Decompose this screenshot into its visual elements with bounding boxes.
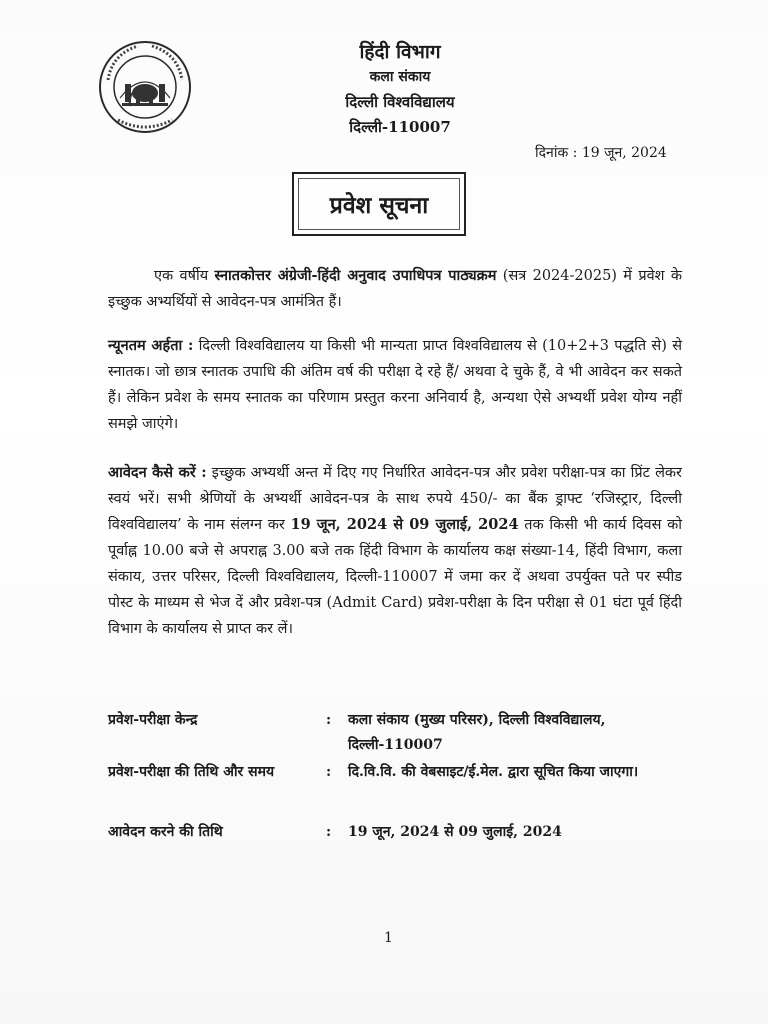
how-to-apply-text1: इच्छुक अभ्यर्थी अन्त में दिए गए निर्धारित आवेदन-पत्र और प्रवेश परीक्षा-पत्र का प्रिंट लेकर स्वयं भरें। सभी श्रेणियों के अभ्यर्थी आवेदन-पत्र के साथ रुपये 450/- का बैंक ड्राफ्ट ‘रजिस्ट्रार, दिल्ली विश्वविद्यालय’ के नाम संलग्न कर xyxy=(108,465,682,533)
eligibility-text: दिल्ली विश्वविद्यालय या किसी भी मान्यता प्राप्त विश्वविद्यालय से (10+2+3 पद्धति से) से स्नातक। जो छात्र स्नातक उपाधि की अंतिम वर्ष की परीक्षा दे रहे हैं/ अथवा दे चुके हैं, वे भी आवेदन कर सकते हैं। लेकिन प्रवेश के समय स्नातक का परिणाम प्रस्तुत करना अनिवार्य है, अन्यथा ऐसे अभ्यर्थी प्रवेश योग्य नहीं समझे जाएंगे। xyxy=(108,338,682,432)
colon: : xyxy=(326,824,332,840)
colon: : xyxy=(326,764,332,780)
notice-date: दिनांक : 19 जून, 2024 xyxy=(535,145,667,161)
exam-centre-label: प्रवेश-परीक्षा केन्द्र xyxy=(108,712,198,728)
university-name: दिल्ली विश्वविद्यालय xyxy=(345,93,455,111)
application-dates: 19 जून, 2024 से 09 जुलाई, 2024 xyxy=(290,516,519,533)
intro-part2: (सत्र 2024-2025) में प्रवेश के इच्छुक अभ्यर्थियों से आवेदन-पत्र आमंत्रित हैं। xyxy=(108,268,682,310)
colon: : xyxy=(326,712,332,728)
notice-title-box xyxy=(292,172,466,236)
university-seal-logo xyxy=(98,40,192,134)
eligibility-heading: न्यूनतम अर्हता : xyxy=(108,337,194,354)
how-to-apply-text2: तक किसी भी कार्य दिवस को पूर्वाह्न 10.00 बजे से अपराह्न 3.00 बजे तक हिंदी विभाग के कार्यालय कक्ष संख्या-14, हिंदी विभाग, कला संकाय, उत्तर परिसर, दिल्ली विश्वविद्यालय, दिल्ली-110007 में जमा कर दें अथवा उपर्युक्त पते पर स्पीड पोस्ट के माध्यम से भेज दें और प्रवेश-पत्र (Admit Card) प्रवेश-परीक्षा के दिन परीक्षा से 01 घंटा पूर्व हिंदी विभाग के कार्यालय से प्राप्त कर लें। xyxy=(108,517,682,637)
notice-title: प्रवेश सूचना xyxy=(329,192,429,219)
exam-date-label: प्रवेश-परीक्षा की तिथि और समय xyxy=(108,764,275,780)
exam-centre-value: कला संकाय (मुख्य परिसर), दिल्ली विश्वविद्यालय, दिल्ली-110007 xyxy=(348,712,606,753)
intro-paragraph xyxy=(108,263,682,315)
exam-date-value: दि.वि.वि. की वेबसाइट/ई.मेल. द्वारा सूचित किया जाएगा। xyxy=(348,764,639,780)
intro-part1: एक वर्षीय xyxy=(154,268,215,284)
department-name: हिंदी विभाग xyxy=(359,41,441,63)
page-number: 1 xyxy=(384,930,393,946)
letterhead xyxy=(270,40,530,140)
eligibility-paragraph xyxy=(108,333,682,437)
how-to-apply-heading: आवेदन कैसे करें : xyxy=(108,464,207,481)
course-name: स्नातकोत्तर अंग्रेजी-हिंदी अनुवाद उपाधिपत्र पाठ्यक्रम xyxy=(214,267,497,284)
faculty-name: कला संकाय xyxy=(369,69,431,85)
apply-date-label: आवेदन करने की तिथि xyxy=(108,824,223,840)
city-pin: दिल्ली-110007 xyxy=(349,118,451,136)
how-to-apply-paragraph xyxy=(108,460,682,642)
apply-date-value: 19 जून, 2024 से 09 जुलाई, 2024 xyxy=(348,824,562,840)
